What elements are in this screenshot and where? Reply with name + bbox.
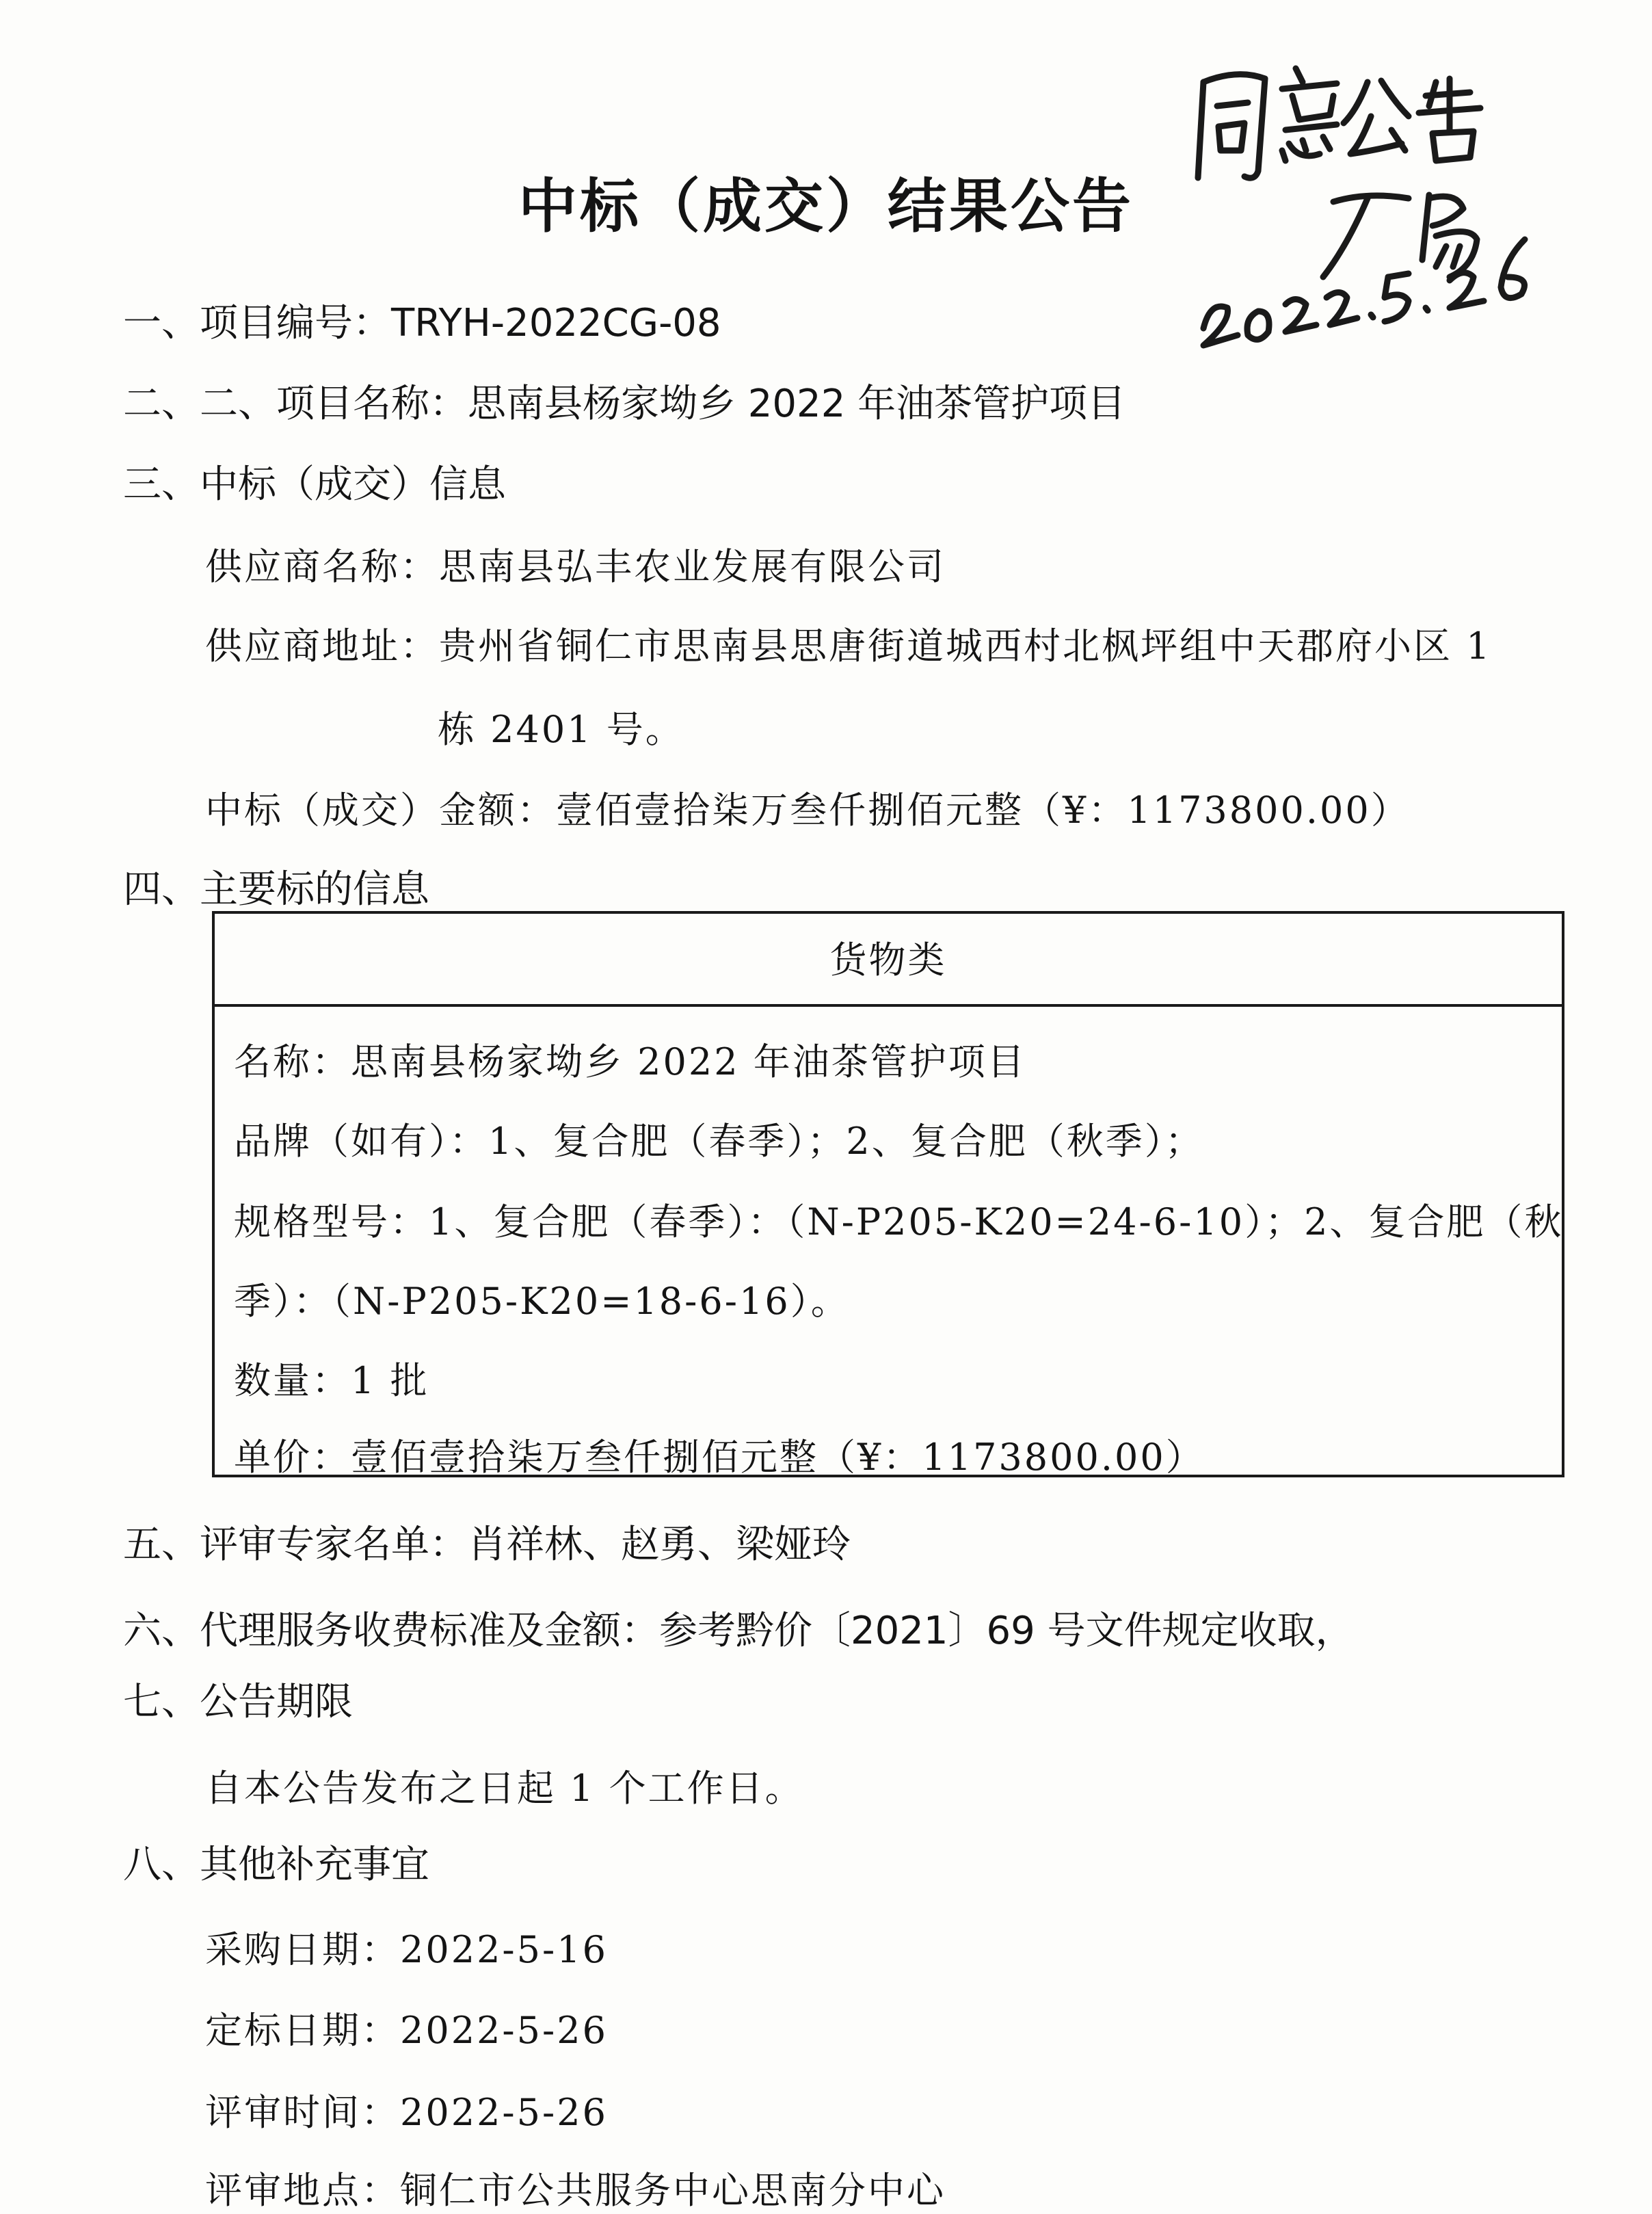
section-project-name: 二、二、项目名称：思南县杨家坳乡 2022 年油茶管护项目 bbox=[123, 382, 1126, 426]
purchase-date: 采购日期：2022-5-16 bbox=[205, 1928, 608, 1971]
award-amount: 中标（成交）金额：壹佰壹拾柒万叁仟捌佰元整（¥：1173800.00） bbox=[205, 789, 1410, 832]
section-review-experts: 五、评审专家名单：肖祥林、赵勇、梁娅玲 bbox=[123, 1523, 851, 1567]
supplier-address-continued: 栋 2401 号。 bbox=[438, 708, 684, 751]
review-time: 评审时间：2022-5-26 bbox=[205, 2091, 608, 2134]
section-award-info-heading: 三、中标（成交）信息 bbox=[123, 462, 506, 507]
goods-table-header: 货物类 bbox=[215, 914, 1562, 1007]
section-main-subject-heading: 四、主要标的信息 bbox=[123, 867, 429, 912]
review-place: 评审地点：铜仁市公共服务中心思南分中心 bbox=[205, 2169, 946, 2212]
goods-quantity: 数量：1 批 bbox=[234, 1359, 429, 1402]
document-title: 中标（成交）结果公告 bbox=[518, 172, 1134, 241]
section-agency-fee: 六、代理服务收费标准及金额：参考黔价〔2021〕69 号文件规定收取， bbox=[123, 1609, 1354, 1653]
goods-spec-continued: 季）：（N-P205-K20=18-6-16）。 bbox=[234, 1280, 850, 1323]
notice-period: 自本公告发布之日起 1 个工作日。 bbox=[205, 1767, 804, 1810]
supplier-address: 供应商地址：贵州省铜仁市思南县思唐街道城西村北枫坪组中天郡府小区 1 bbox=[205, 624, 1492, 668]
goods-table bbox=[212, 911, 1564, 1477]
goods-unit-price: 单价：壹佰壹拾柒万叁仟捌佰元整（¥：1173800.00） bbox=[234, 1436, 1205, 1479]
section-notice-period-heading: 七、公告期限 bbox=[123, 1680, 353, 1724]
supplier-name: 供应商名称：思南县弘丰农业发展有限公司 bbox=[205, 545, 946, 588]
goods-brand: 品牌（如有）：1、复合肥（春季）；2、复合肥（秋季）； bbox=[234, 1120, 1204, 1163]
award-date: 定标日期：2022-5-26 bbox=[205, 2009, 608, 2052]
section-other-matters-heading: 八、其他补充事宜 bbox=[123, 1843, 429, 1887]
section-project-number: 一、项目编号：TRYH-2022CG-08 bbox=[123, 301, 721, 345]
handwritten-approval-signature bbox=[1162, 41, 1545, 356]
goods-name: 名称：思南县杨家坳乡 2022 年油茶管护项目 bbox=[234, 1040, 1026, 1083]
goods-spec: 规格型号：1、复合肥（春季）：（N-P205-K20=24-6-10）；2、复合肥（秋 bbox=[234, 1200, 1564, 1243]
